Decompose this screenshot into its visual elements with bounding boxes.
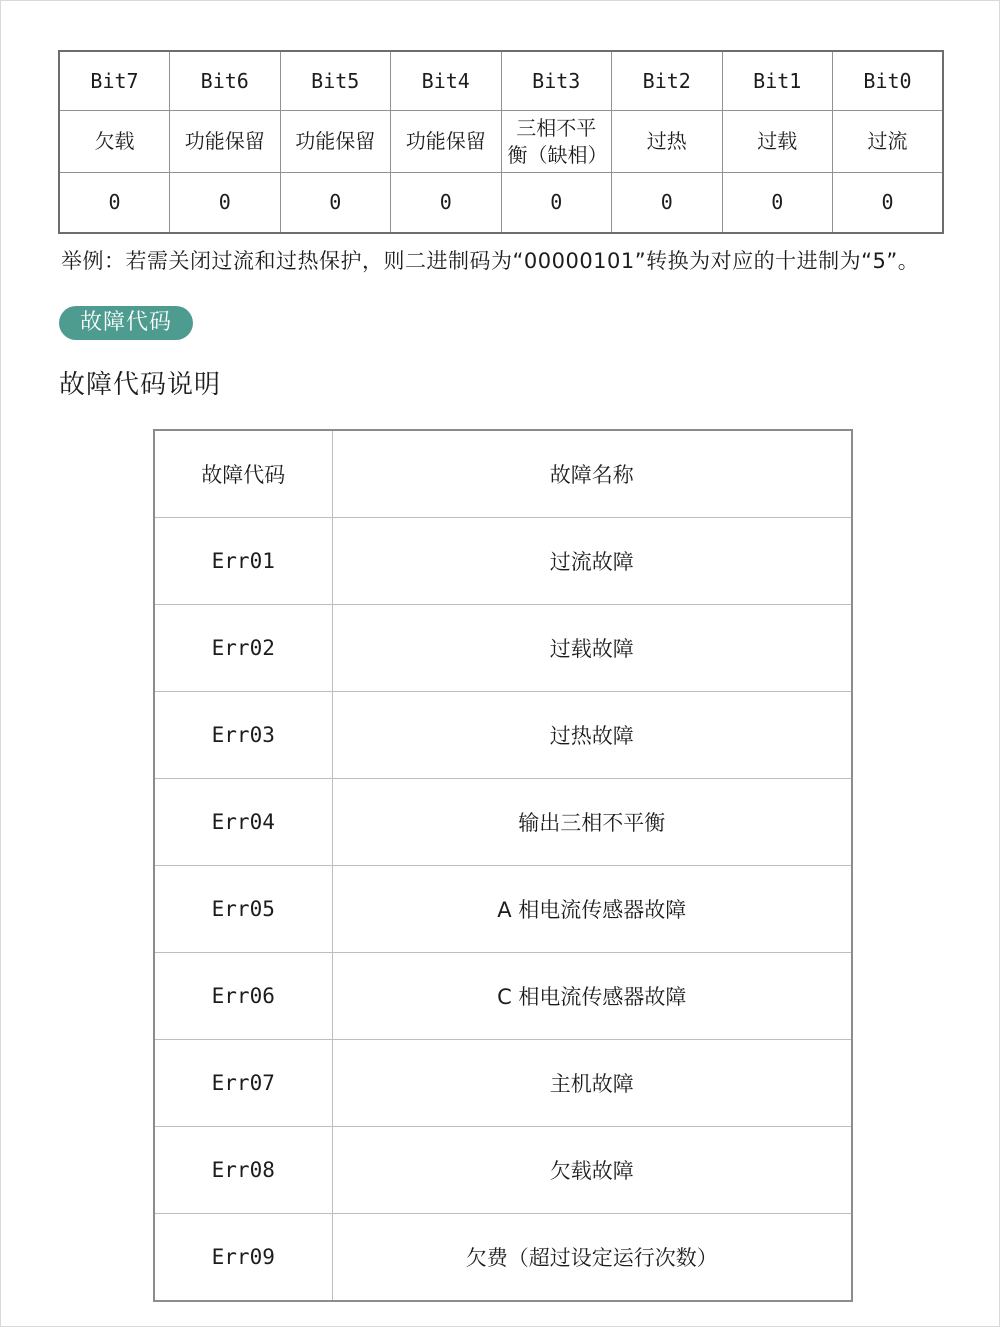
table-row bbox=[154, 692, 852, 779]
fault-name-cell: 主机故障 bbox=[332, 1040, 852, 1127]
bit-header-cell: Bit6 bbox=[170, 51, 281, 111]
fault-code-cell: Err07 bbox=[154, 1040, 332, 1127]
bit-value-cell: 0 bbox=[280, 173, 391, 234]
table-row bbox=[154, 1214, 852, 1302]
example-note: 举例：若需关闭过流和过热保护，则二进制码为“00000101”转换为对应的十进制为“5”。 bbox=[61, 249, 920, 273]
bit-function-cell: 过载 bbox=[722, 111, 833, 173]
table-row bbox=[154, 866, 852, 953]
bit-function-cell: 欠载 bbox=[59, 111, 170, 173]
fault-name-cell: 欠费（超过设定运行次数） bbox=[332, 1214, 852, 1302]
fault-code-cell: Err08 bbox=[154, 1127, 332, 1214]
bit-header-cell: Bit2 bbox=[612, 51, 723, 111]
bit-default-row bbox=[59, 173, 943, 234]
fault-code-cell: Err03 bbox=[154, 692, 332, 779]
bit-function-row bbox=[59, 111, 943, 173]
section-badge: 故障代码 bbox=[59, 306, 193, 340]
fault-name-cell: 过载故障 bbox=[332, 605, 852, 692]
fault-name-cell: 过热故障 bbox=[332, 692, 852, 779]
section-heading: 故障代码说明 bbox=[59, 370, 222, 400]
fault-name-cell: 过流故障 bbox=[332, 518, 852, 605]
bit-value-cell: 0 bbox=[501, 173, 612, 234]
table-row bbox=[154, 1040, 852, 1127]
bit-function-cell: 三相不平衡（缺相） bbox=[501, 111, 612, 173]
bit-function-cell: 功能保留 bbox=[280, 111, 391, 173]
bit-function-cell: 过热 bbox=[612, 111, 723, 173]
fault-table-header-name: 故障名称 bbox=[332, 430, 852, 518]
bit-value-cell: 0 bbox=[722, 173, 833, 234]
fault-table-header-row bbox=[154, 430, 852, 518]
fault-code-cell: Err05 bbox=[154, 866, 332, 953]
bit-header-cell: Bit1 bbox=[722, 51, 833, 111]
fault-name-cell: 输出三相不平衡 bbox=[332, 779, 852, 866]
bit-function-cell: 过流 bbox=[833, 111, 944, 173]
bit-value-cell: 0 bbox=[833, 173, 944, 234]
table-row bbox=[154, 953, 852, 1040]
table-row bbox=[154, 1127, 852, 1214]
fault-code-cell: Err01 bbox=[154, 518, 332, 605]
bit-header-cell: Bit5 bbox=[280, 51, 391, 111]
bit-header-cell: Bit7 bbox=[59, 51, 170, 111]
bit-function-cell: 功能保留 bbox=[170, 111, 281, 173]
table-row bbox=[154, 605, 852, 692]
table-row bbox=[154, 518, 852, 605]
table-row bbox=[154, 779, 852, 866]
bit-value-cell: 0 bbox=[170, 173, 281, 234]
fault-name-cell: A 相电流传感器故障 bbox=[332, 866, 852, 953]
fault-code-cell: Err09 bbox=[154, 1214, 332, 1302]
fault-code-table bbox=[153, 429, 853, 1302]
fault-code-cell: Err04 bbox=[154, 779, 332, 866]
bit-header-cell: Bit4 bbox=[391, 51, 502, 111]
bit-header-cell: Bit0 bbox=[833, 51, 944, 111]
fault-table-header-code: 故障代码 bbox=[154, 430, 332, 518]
bit-protection-table bbox=[58, 50, 944, 234]
fault-name-cell: C 相电流传感器故障 bbox=[332, 953, 852, 1040]
bit-header-cell: Bit3 bbox=[501, 51, 612, 111]
bit-value-cell: 0 bbox=[391, 173, 502, 234]
bit-value-cell: 0 bbox=[59, 173, 170, 234]
bit-function-cell: 功能保留 bbox=[391, 111, 502, 173]
fault-name-cell: 欠载故障 bbox=[332, 1127, 852, 1214]
fault-code-cell: Err06 bbox=[154, 953, 332, 1040]
bit-header-row bbox=[59, 51, 943, 111]
fault-code-cell: Err02 bbox=[154, 605, 332, 692]
bit-value-cell: 0 bbox=[612, 173, 723, 234]
